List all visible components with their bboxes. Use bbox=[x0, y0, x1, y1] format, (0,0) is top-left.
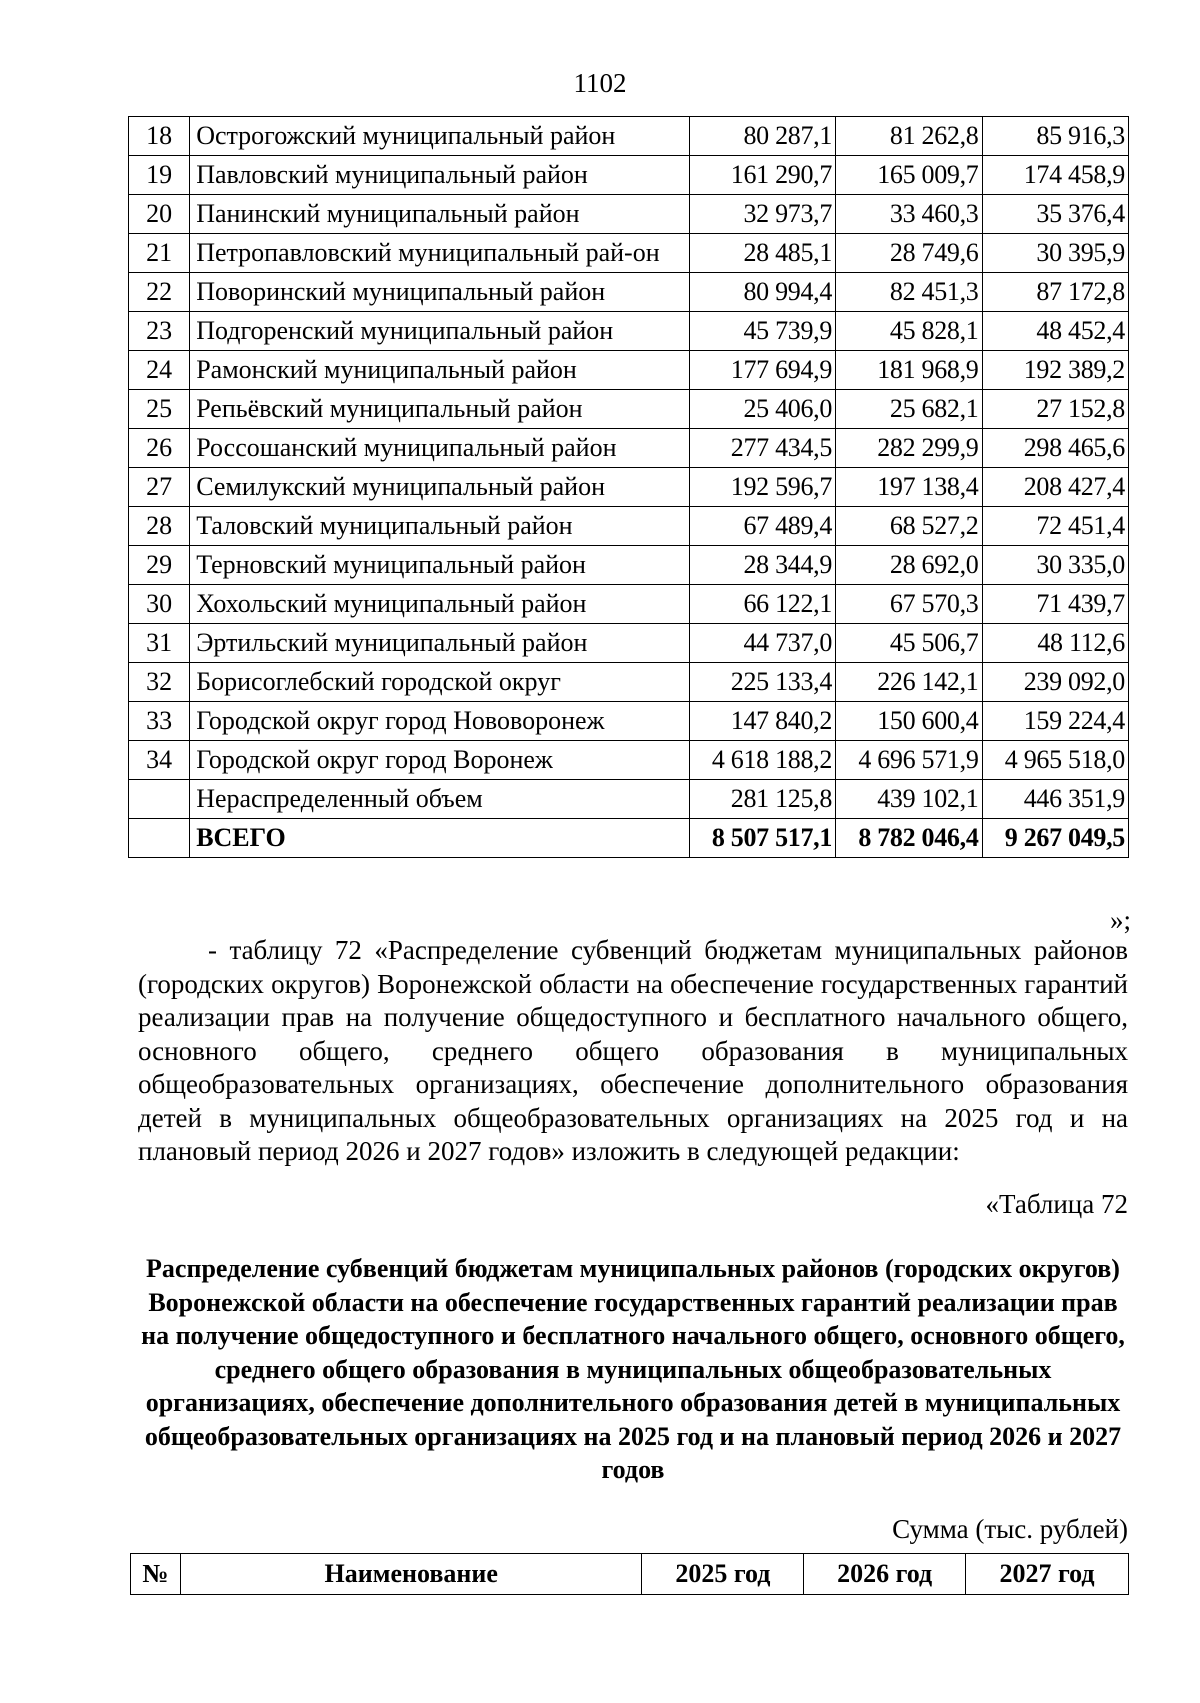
row-value-2027: 72 451,4 bbox=[982, 507, 1128, 546]
row-value-2027: 48 112,6 bbox=[982, 624, 1128, 663]
row-value-2026: 181 968,9 bbox=[836, 351, 982, 390]
row-value-2026: 28 749,6 bbox=[836, 234, 982, 273]
table-row bbox=[129, 624, 1129, 663]
row-value-2027: 174 458,9 bbox=[982, 156, 1128, 195]
row-name: Рамонский муниципальный район bbox=[190, 351, 689, 390]
row-name: Таловский муниципальный район bbox=[190, 507, 689, 546]
row-value-2027: 30 395,9 bbox=[982, 234, 1128, 273]
row-value-2026: 33 460,3 bbox=[836, 195, 982, 234]
table-row bbox=[129, 585, 1129, 624]
row-value-2027: 239 092,0 bbox=[982, 663, 1128, 702]
row-value-2025: 28 485,1 bbox=[689, 234, 835, 273]
row-value-2025: 25 406,0 bbox=[689, 390, 835, 429]
row-number: 20 bbox=[129, 195, 190, 234]
total-label: ВСЕГО bbox=[190, 819, 689, 858]
page-number: 1102 bbox=[573, 68, 627, 98]
row-value-2025: 80 287,1 bbox=[689, 117, 835, 156]
row-value-2025: 4 618 188,2 bbox=[689, 741, 835, 780]
header-name: Наименование bbox=[180, 1554, 642, 1595]
row-number bbox=[129, 780, 190, 819]
row-value-2027: 192 389,2 bbox=[982, 351, 1128, 390]
table-row bbox=[129, 351, 1129, 390]
header-row bbox=[131, 1554, 1129, 1595]
row-value-2026: 45 506,7 bbox=[836, 624, 982, 663]
row-number: 31 bbox=[129, 624, 190, 663]
row-value-2026: 25 682,1 bbox=[836, 390, 982, 429]
row-number: 25 bbox=[129, 390, 190, 429]
table-row bbox=[129, 195, 1129, 234]
total-2025: 8 507 517,1 bbox=[689, 819, 835, 858]
row-value-2025: 281 125,8 bbox=[689, 780, 835, 819]
table-label: «Таблица 72 bbox=[985, 1189, 1128, 1219]
table-row bbox=[129, 468, 1129, 507]
row-name: Городской округ город Нововоронеж bbox=[190, 702, 689, 741]
row-value-2025: 161 290,7 bbox=[689, 156, 835, 195]
row-name: Городской округ город Воронеж bbox=[190, 741, 689, 780]
table-row bbox=[129, 234, 1129, 273]
total-row bbox=[129, 819, 1129, 858]
new-table-header bbox=[130, 1553, 1129, 1595]
row-value-2025: 32 973,7 bbox=[689, 195, 835, 234]
row-value-2025: 44 737,0 bbox=[689, 624, 835, 663]
row-number: 22 bbox=[129, 273, 190, 312]
row-value-2026: 197 138,4 bbox=[836, 468, 982, 507]
row-value-2025: 147 840,2 bbox=[689, 702, 835, 741]
row-value-2027: 208 427,4 bbox=[982, 468, 1128, 507]
row-name: Эртильский муниципальный район bbox=[190, 624, 689, 663]
table-row bbox=[129, 429, 1129, 468]
row-value-2027: 85 916,3 bbox=[982, 117, 1128, 156]
row-number: 18 bbox=[129, 117, 190, 156]
header-num: № bbox=[131, 1554, 181, 1595]
table-row bbox=[129, 117, 1129, 156]
header-2026: 2026 год bbox=[804, 1554, 966, 1595]
row-name: Россошанский муниципальный район bbox=[190, 429, 689, 468]
row-value-2026: 150 600,4 bbox=[836, 702, 982, 741]
row-name: Нераспределенный объем bbox=[190, 780, 689, 819]
row-value-2026: 67 570,3 bbox=[836, 585, 982, 624]
table-row bbox=[129, 780, 1129, 819]
table-row bbox=[129, 663, 1129, 702]
row-value-2026: 81 262,8 bbox=[836, 117, 982, 156]
row-value-2027: 71 439,7 bbox=[982, 585, 1128, 624]
row-value-2026: 68 527,2 bbox=[836, 507, 982, 546]
total-2027: 9 267 049,5 bbox=[982, 819, 1128, 858]
row-value-2027: 27 152,8 bbox=[982, 390, 1128, 429]
table-row bbox=[129, 702, 1129, 741]
row-number: 21 bbox=[129, 234, 190, 273]
row-name: Острогожский муниципальный район bbox=[190, 117, 689, 156]
row-value-2027: 87 172,8 bbox=[982, 273, 1128, 312]
row-number: 34 bbox=[129, 741, 190, 780]
row-number: 19 bbox=[129, 156, 190, 195]
row-value-2027: 159 224,4 bbox=[982, 702, 1128, 741]
row-value-2025: 66 122,1 bbox=[689, 585, 835, 624]
row-name: Репьёвский муниципальный район bbox=[190, 390, 689, 429]
row-value-2025: 80 994,4 bbox=[689, 273, 835, 312]
distribution-table bbox=[128, 116, 1129, 858]
table-row bbox=[129, 390, 1129, 429]
row-value-2027: 298 465,6 bbox=[982, 429, 1128, 468]
row-name: Семилукский муниципальный район bbox=[190, 468, 689, 507]
row-value-2026: 45 828,1 bbox=[836, 312, 982, 351]
row-value-2025: 277 434,5 bbox=[689, 429, 835, 468]
row-name: Хохольский муниципальный район bbox=[190, 585, 689, 624]
row-value-2025: 28 344,9 bbox=[689, 546, 835, 585]
total-number bbox=[129, 819, 190, 858]
row-value-2025: 192 596,7 bbox=[689, 468, 835, 507]
row-value-2027: 4 965 518,0 bbox=[982, 741, 1128, 780]
table-row bbox=[129, 546, 1129, 585]
row-number: 32 bbox=[129, 663, 190, 702]
row-number: 23 bbox=[129, 312, 190, 351]
row-value-2026: 226 142,1 bbox=[836, 663, 982, 702]
table-row bbox=[129, 312, 1129, 351]
row-value-2025: 45 739,9 bbox=[689, 312, 835, 351]
row-number: 29 bbox=[129, 546, 190, 585]
row-number: 26 bbox=[129, 429, 190, 468]
row-value-2026: 82 451,3 bbox=[836, 273, 982, 312]
row-name: Терновский муниципальный район bbox=[190, 546, 689, 585]
table-row bbox=[129, 156, 1129, 195]
row-number: 33 bbox=[129, 702, 190, 741]
row-value-2026: 165 009,7 bbox=[836, 156, 982, 195]
table-heading: Распределение субвенций бюджетам муниципальных районов (городских округов) Воронежской области на обеспечение государственных гарантий реализации прав на получение общедоступного и бесплатного начального общего, основного общего, среднего общего образования в муниципальных общеобразовательных организациях, обеспечение дополнительного образования детей в муниципальных общеобразовательных организациях на 2025 год и на плановый период 2026 и 2027 годов bbox=[141, 1254, 1125, 1484]
row-name: Павловский муниципальный район bbox=[190, 156, 689, 195]
table-row bbox=[129, 507, 1129, 546]
row-value-2027: 35 376,4 bbox=[982, 195, 1128, 234]
row-number: 30 bbox=[129, 585, 190, 624]
header-2027: 2027 год bbox=[966, 1554, 1129, 1595]
row-name: Борисоглебский городской округ bbox=[190, 663, 689, 702]
units-label: Сумма (тыс. рублей) bbox=[892, 1514, 1128, 1544]
row-value-2026: 4 696 571,9 bbox=[836, 741, 982, 780]
row-value-2025: 177 694,9 bbox=[689, 351, 835, 390]
row-number: 28 bbox=[129, 507, 190, 546]
row-value-2025: 225 133,4 bbox=[689, 663, 835, 702]
row-value-2026: 28 692,0 bbox=[836, 546, 982, 585]
row-value-2027: 446 351,9 bbox=[982, 780, 1128, 819]
amendment-paragraph: - таблицу 72 «Распределение субвенций бюджетам муниципальных районов (городских округов) Воронежской области на обеспечение государственных гарантий реализации прав на получение общедоступного и бесплатного начального общего, основного общего, среднего общего образования в муниципальных общеобразовательных организациях, обеспечение дополнительного образования детей в муниципальных общеобразовательных организациях на 2025 год и на плановый период 2026 и 2027 годов» изложить в следующей редакции: bbox=[138, 935, 1128, 1166]
row-name: Подгоренский муниципальный район bbox=[190, 312, 689, 351]
table-row bbox=[129, 741, 1129, 780]
row-value-2026: 439 102,1 bbox=[836, 780, 982, 819]
total-2026: 8 782 046,4 bbox=[836, 819, 982, 858]
distribution-table-body bbox=[129, 117, 1129, 858]
row-number: 24 bbox=[129, 351, 190, 390]
row-value-2026: 282 299,9 bbox=[836, 429, 982, 468]
row-value-2027: 48 452,4 bbox=[982, 312, 1128, 351]
row-name: Поворинский муниципальный район bbox=[190, 273, 689, 312]
header-2025: 2025 год bbox=[642, 1554, 804, 1595]
row-name: Петропавловский муниципальный рай-он bbox=[190, 234, 689, 273]
table-row bbox=[129, 273, 1129, 312]
row-value-2025: 67 489,4 bbox=[689, 507, 835, 546]
row-value-2027: 30 335,0 bbox=[982, 546, 1128, 585]
row-name: Панинский муниципальный район bbox=[190, 195, 689, 234]
closing-quote: »; bbox=[1110, 905, 1132, 935]
row-number: 27 bbox=[129, 468, 190, 507]
